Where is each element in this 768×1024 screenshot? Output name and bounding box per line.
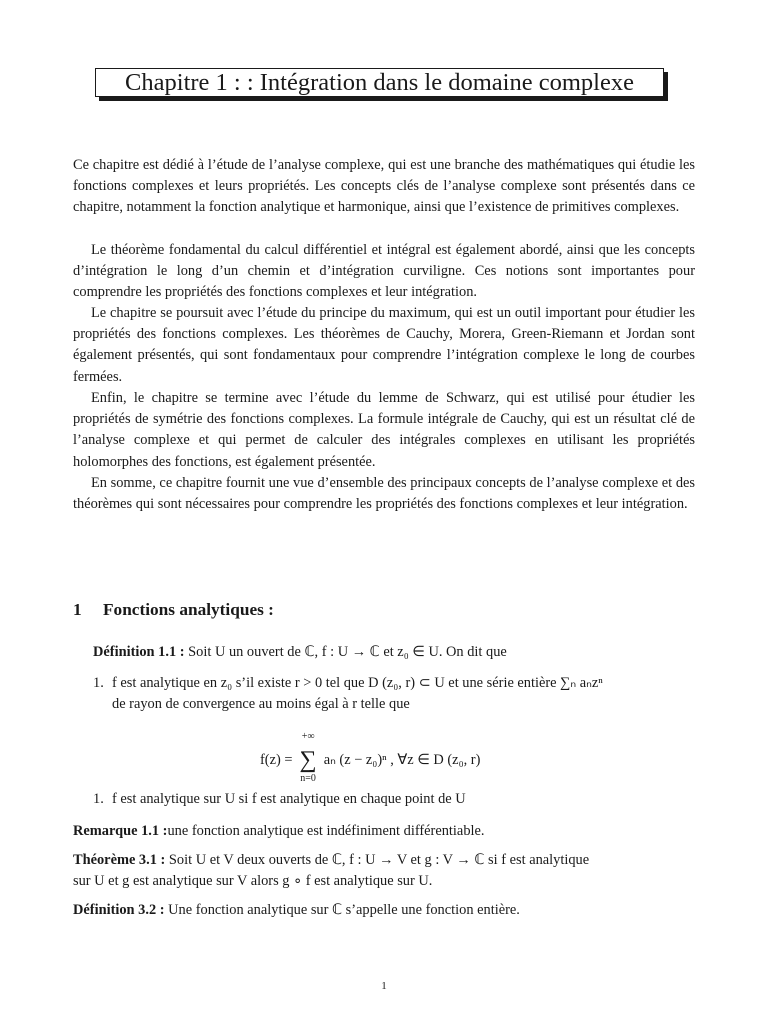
- definition-3-2-label: Définition 3.2 :: [73, 902, 165, 918]
- remarque-1-1: [73, 821, 485, 842]
- item-1-line1: f est analytique en z₀ s’il existe r > 0 tel que D (z₀, r) ⊂ U et une série entière ∑ₙ aₙzⁿ: [112, 675, 603, 691]
- chapter-title: Chapitre 1 : : Intégration dans le domaine complexe: [125, 69, 634, 96]
- intro-paragraph-5: En somme, ce chapitre fournit une vue d’ensemble des principaux concepts de l’analyse complexe et des théorèmes qui sont nécessaires pour comprendre les propriétés des fonctions complexes et leur intégration.: [73, 475, 695, 513]
- intro-paragraph-2: Le théorème fondamental du calcul différentiel et intégral est également abordé, ainsi que les concepts d’intégration le long d’un chemin et d’intégration curviligne. Ces notions sont importantes pour comprendre les propriétés des fonctions complexes et leur intégration.: [73, 242, 695, 301]
- item-1-line2: de rayon de convergence au moins égal à r telle que: [112, 696, 410, 712]
- page-number: 1: [381, 980, 387, 992]
- formula-rhs: aₙ (z − z₀)ⁿ , ∀z ∈ D (z₀, r): [323, 752, 481, 768]
- analytic-series-formula: [260, 731, 481, 784]
- intro-paragraph-3: Le chapitre se poursuit avec l’étude du principe du maximum, qui est un outil important pour étudier les propriétés des fonctions complexes. Les théorèmes de Cauchy, Morera, Green-Riemann et Jordan sont également présentés, qui sont fondamentaux pour comprendre l’intégration complexe le long de courbes fermées.: [73, 305, 695, 385]
- item-2-number: 1.: [93, 791, 104, 807]
- theoreme-3-1-label: Théorème 3.1 :: [73, 852, 166, 868]
- sum-upper-limit: +∞: [301, 731, 315, 742]
- sum-lower-limit: n=0: [300, 773, 316, 784]
- theoreme-3-1-text1: Soit U et V deux ouverts de ℂ, f : U → V et g : V → ℂ si f est analytique: [168, 852, 590, 868]
- definition-1-1-label: Définition 1.1 :: [93, 644, 185, 660]
- section-heading: [73, 600, 274, 620]
- remarque-1-1-text: une fonction analytique est indéfiniment différentiable.: [167, 823, 485, 839]
- definition-3-2: [73, 900, 520, 921]
- summation-sign: [296, 731, 320, 784]
- item-1-number: 1.: [93, 675, 104, 691]
- formula-lhs: f(z) =: [260, 752, 293, 768]
- theoreme-3-1-line1: [73, 850, 589, 871]
- theoreme-3-1-line2: sur U et g est analytique sur V alors g ∘ f est analytique sur U.: [73, 873, 433, 889]
- intro-paragraph-4: Enfin, le chapitre se termine avec l’étude du lemme de Schwarz, qui est utilisé pour étudier les propriétés de symétrie des fonctions complexes. La formule intégrale de Cauchy, qui est un résultat clé de l’analyse complexe et qui permet de calculer des intégrales complexes en utilisant les propriétés holomorphes des fonctions, est également présentée.: [73, 390, 695, 470]
- remarque-1-1-label: Remarque 1.1 :: [73, 823, 168, 839]
- definition-3-2-text: Une fonction analytique sur ℂ s’appelle une fonction entière.: [168, 902, 520, 918]
- definition-1-1: [93, 642, 507, 663]
- intro-paragraph-1: Ce chapitre est dédié à l’étude de l’analyse complexe, qui est une branche des mathématiques qui étudie les fonctions complexes et leurs propriétés. Les concepts clés de l’analyse complexe sont présentés dans ce chapitre, notamment la fonction analytique et harmonique, ainsi que l’existence de primitives complexes.: [73, 157, 695, 216]
- definition-1-1-text: Soit U un ouvert de ℂ, f : U → ℂ et z₀ ∈ U. On dit que: [188, 644, 507, 660]
- item-2-text: f est analytique sur U si f est analytique en chaque point de U: [112, 791, 466, 807]
- chapter-title-box: [95, 68, 664, 97]
- sigma-symbol: ∑: [299, 747, 317, 773]
- section-title: Fonctions analytiques :: [103, 600, 274, 619]
- section-number: 1: [73, 600, 82, 619]
